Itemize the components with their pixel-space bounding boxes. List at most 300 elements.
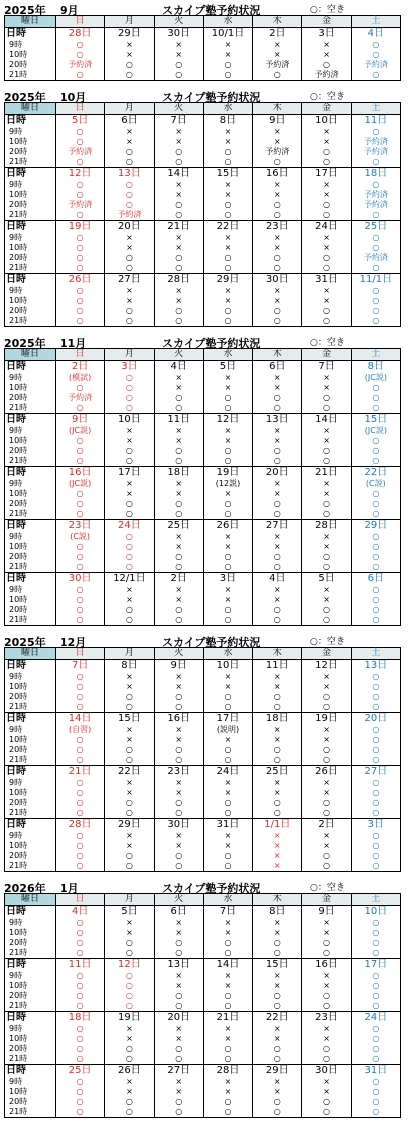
schedule-title: スカイプ塾予約状況 <box>162 337 261 350</box>
slot-status: × <box>323 436 330 445</box>
slot-status: × <box>224 735 232 744</box>
day-cell <box>154 819 203 872</box>
slot-status: ○ <box>372 446 380 455</box>
slot-status: ○ <box>372 403 380 412</box>
time-slot-label: 日時 <box>6 959 26 970</box>
time-slot-labels <box>5 1065 56 1118</box>
slot-status: ○ <box>323 1044 331 1053</box>
day-cell <box>351 819 400 872</box>
slot-status: ○ <box>125 808 133 817</box>
slot-status: ○ <box>372 1077 380 1086</box>
slot-status: ○ <box>273 562 281 571</box>
slot-status: ○ <box>76 585 84 594</box>
slot-status: ○ <box>175 605 183 614</box>
day-cell <box>56 221 105 274</box>
slot-status: ○ <box>125 316 133 325</box>
slot-status: ○ <box>224 615 232 624</box>
slot-status: ○ <box>76 383 84 392</box>
slot-status: ○ <box>372 316 380 325</box>
day-cell <box>154 906 203 959</box>
slot-status: ○ <box>76 243 84 252</box>
slot-status: × <box>126 1077 133 1086</box>
slot-status: × <box>126 735 133 744</box>
date-label: 3日 <box>219 573 237 584</box>
day-cell <box>351 766 400 819</box>
slot-status: × <box>323 672 330 681</box>
slot-status: ○ <box>323 948 331 957</box>
time-slot-label: 21時 <box>9 509 28 518</box>
slot-status: ○ <box>175 1054 183 1063</box>
date-label: 12日 <box>68 168 92 179</box>
slot-status: × <box>175 296 183 305</box>
slot-status: × <box>175 383 183 392</box>
date-label: 13日 <box>265 414 289 425</box>
weekday-header: 曜日 <box>5 103 56 115</box>
slot-status: ○ <box>323 316 331 325</box>
slot-status: ○ <box>76 127 84 136</box>
date-label: 14日 <box>315 414 338 425</box>
slot-status: × <box>126 1024 133 1033</box>
slot-status: ○ <box>76 798 84 807</box>
day-cell <box>203 168 252 221</box>
day-cell <box>302 274 351 327</box>
slot-status: (JC説) <box>364 373 387 382</box>
day-cell <box>154 1065 203 1118</box>
slot-status: ○ <box>76 316 84 325</box>
date-label: 8日 <box>367 361 385 372</box>
slot-status: × <box>323 383 330 392</box>
date-label: 13日 <box>118 168 141 179</box>
day-cell <box>302 467 351 520</box>
slot-status: ○ <box>175 851 183 860</box>
slot-status: ○ <box>175 562 183 571</box>
slot-status: × <box>126 50 133 59</box>
slot-status: ○ <box>372 263 380 272</box>
date-label: 18日 <box>68 1012 92 1023</box>
slot-status: × <box>126 778 133 787</box>
slot-status: ○ <box>76 286 84 295</box>
day-cell <box>302 766 351 819</box>
time-slot-label: 9時 <box>9 1077 23 1086</box>
slot-status: × <box>273 373 281 382</box>
date-label: 23日 <box>167 766 191 777</box>
date-label: 2日 <box>170 573 187 584</box>
slot-status: ○ <box>125 552 133 561</box>
slot-status: ○ <box>273 1001 281 1010</box>
slot-status: × <box>323 1034 330 1043</box>
slot-status: × <box>323 585 330 594</box>
date-label: 4日 <box>269 573 286 584</box>
slot-status: ○ <box>273 745 281 754</box>
day-cell <box>351 1012 400 1065</box>
slot-status: × <box>126 672 133 681</box>
slot-status: ○ <box>323 456 331 465</box>
slot-status: ○ <box>273 446 281 455</box>
time-slot-label: 21時 <box>9 1001 28 1010</box>
legend-vacant: ○：空き <box>310 338 345 348</box>
date-label: 14日 <box>68 713 92 724</box>
slot-status: ○ <box>372 243 380 252</box>
calendar-table <box>4 348 401 626</box>
date-label: 4日 <box>367 28 385 39</box>
slot-status: ○ <box>125 157 133 166</box>
slot-status: × <box>273 532 281 541</box>
date-label: 9日 <box>318 906 335 917</box>
day-cell <box>351 115 400 168</box>
slot-status: ○ <box>76 981 84 990</box>
slot-status: ○ <box>76 552 84 561</box>
date-label: 16日 <box>68 467 92 478</box>
slot-status: ○ <box>372 499 380 508</box>
date-label: 20日 <box>118 221 141 232</box>
day-cell <box>105 959 154 1012</box>
date-label: 21日 <box>315 467 338 478</box>
time-slot-label: 日時 <box>6 713 26 724</box>
weekday-header: 曜日 <box>5 648 56 660</box>
slot-status: ○ <box>372 981 380 990</box>
slot-status: ○ <box>372 436 380 445</box>
day-cell <box>351 713 400 766</box>
weekday-header: 曜日 <box>5 349 56 361</box>
slot-status: × <box>175 918 183 927</box>
date-label: 13日 <box>167 959 191 970</box>
slot-status: ○ <box>76 70 84 79</box>
slot-status: ○ <box>372 50 380 59</box>
day-cell <box>302 221 351 274</box>
time-slot-labels <box>5 115 56 168</box>
day-cell <box>154 959 203 1012</box>
date-label: 8日 <box>219 115 237 126</box>
day-cell <box>253 467 302 520</box>
time-slot-label: 日時 <box>6 115 26 126</box>
time-slot-label: 10時 <box>9 296 28 305</box>
time-slot-label: 9時 <box>9 233 23 242</box>
time-slot-label: 10時 <box>9 542 28 551</box>
day-cell <box>253 168 302 221</box>
day-cell <box>105 467 154 520</box>
date-label: 11/1日 <box>359 274 393 285</box>
slot-status: ○ <box>372 938 380 947</box>
slot-status: ○ <box>125 542 133 551</box>
date-label: 12日 <box>118 959 141 970</box>
slot-status: × <box>175 542 183 551</box>
slot-status: × <box>273 50 281 59</box>
slot-status: ○ <box>372 286 380 295</box>
slot-status: × <box>175 436 183 445</box>
date-label: 13日 <box>364 660 388 671</box>
slot-status: ○ <box>125 403 133 412</box>
day-cell <box>56 361 105 414</box>
slot-status: × <box>273 928 281 937</box>
slot-status: × <box>273 788 281 797</box>
slot-status: ○ <box>273 938 281 947</box>
date-label: 1/1日 <box>264 819 291 830</box>
slot-status: ○ <box>76 499 84 508</box>
slot-status: ○ <box>224 509 232 518</box>
weekday-header: 火 <box>154 103 203 115</box>
time-slot-labels <box>5 467 56 520</box>
week-row <box>5 819 401 872</box>
slot-status: ○ <box>224 200 232 209</box>
time-slot-label: 20時 <box>9 1044 28 1053</box>
slot-status: × <box>126 788 133 797</box>
day-cell <box>203 1012 252 1065</box>
slot-status: ○ <box>372 509 380 518</box>
date-label: 18日 <box>364 168 388 179</box>
slot-status: ○ <box>175 306 183 315</box>
slot-status: × <box>175 489 183 498</box>
day-cell <box>105 168 154 221</box>
slot-status: × <box>224 1034 232 1043</box>
slot-status: ○ <box>323 861 331 870</box>
slot-status: ○ <box>76 263 84 272</box>
slot-status: × <box>224 981 232 990</box>
slot-status: ○ <box>323 1097 331 1106</box>
slot-status: × <box>273 542 281 551</box>
slot-status: ○ <box>175 456 183 465</box>
time-slot-label: 20時 <box>9 200 28 209</box>
slot-status: ○ <box>76 615 84 624</box>
slot-status: ○ <box>323 253 331 262</box>
slot-status: × <box>175 725 183 734</box>
slot-status: ○ <box>273 808 281 817</box>
slot-status: × <box>175 841 183 850</box>
slot-status: ○ <box>224 1107 232 1116</box>
day-cell <box>105 766 154 819</box>
slot-status: ○ <box>76 702 84 711</box>
slot-status: × <box>323 1077 330 1086</box>
week-row <box>5 573 401 626</box>
slot-status: × <box>175 735 183 744</box>
time-slot-label: 日時 <box>6 168 26 179</box>
slot-status: × <box>175 778 183 787</box>
date-label: 26日 <box>68 274 92 285</box>
time-slot-labels <box>5 361 56 414</box>
slot-status: × <box>126 1034 133 1043</box>
slot-status: × <box>273 595 281 604</box>
slot-status: ○ <box>273 1107 281 1116</box>
date-label: 16日 <box>315 959 338 970</box>
day-cell <box>105 819 154 872</box>
week-row <box>5 467 401 520</box>
slot-status: ○ <box>125 981 133 990</box>
weekday-header: 火 <box>154 16 203 28</box>
time-slot-label: 21時 <box>9 210 28 219</box>
slot-status: ○ <box>125 1097 133 1106</box>
slot-status: × <box>126 489 133 498</box>
slot-status: × <box>323 595 330 604</box>
slot-status: ○ <box>76 403 84 412</box>
date-label: 5日 <box>71 115 89 126</box>
time-slot-label: 21時 <box>9 70 28 79</box>
date-label: 19日 <box>68 221 92 232</box>
slot-status: ○ <box>76 190 84 199</box>
slot-status: ○ <box>125 971 133 980</box>
date-label: 24日 <box>364 1012 388 1023</box>
slot-status: × <box>323 286 330 295</box>
time-slot-label: 21時 <box>9 403 28 412</box>
date-label: 26日 <box>315 766 338 777</box>
date-label: 15日 <box>216 168 240 179</box>
slot-status: ○ <box>175 147 183 156</box>
slot-status: × <box>175 682 183 691</box>
slot-status: ○ <box>76 296 84 305</box>
slot-status: ○ <box>372 393 380 402</box>
day-cell <box>56 713 105 766</box>
day-cell <box>253 713 302 766</box>
time-slot-label: 20時 <box>9 692 28 701</box>
year-label: 2026年 <box>4 882 46 895</box>
date-label: 10日 <box>118 414 141 425</box>
slot-status: × <box>273 735 281 744</box>
slot-status: ○ <box>76 306 84 315</box>
time-slot-label: 日時 <box>6 361 26 372</box>
slot-status: × <box>323 532 330 541</box>
slot-status: × <box>273 841 281 850</box>
schedule-title: スカイプ塾予約状況 <box>162 91 261 104</box>
date-label: 11日 <box>265 660 289 671</box>
day-cell <box>105 274 154 327</box>
slot-status: ○ <box>175 499 183 508</box>
slot-status: × <box>224 672 232 681</box>
date-label: 28日 <box>68 819 92 830</box>
slot-status: ○ <box>76 1044 84 1053</box>
slot-status: × <box>175 532 183 541</box>
day-cell <box>203 467 252 520</box>
time-slot-label: 日時 <box>6 660 26 671</box>
slot-status: ○ <box>224 861 232 870</box>
slot-status: ○ <box>224 403 232 412</box>
slot-status: × <box>273 1034 281 1043</box>
slot-status: ○ <box>175 60 183 69</box>
day-cell <box>56 115 105 168</box>
slot-status: ○ <box>372 615 380 624</box>
slot-status: ○ <box>372 991 380 1000</box>
date-label: 4日 <box>71 906 89 917</box>
slot-status: ○ <box>372 702 380 711</box>
slot-status: ○ <box>372 1097 380 1106</box>
day-cell <box>302 414 351 467</box>
day-cell <box>154 713 203 766</box>
time-slot-label: 20時 <box>9 938 28 947</box>
weekday-header: 日 <box>56 103 105 115</box>
slot-status: × <box>126 725 133 734</box>
slot-status: ○ <box>76 788 84 797</box>
date-label: 2日 <box>71 361 89 372</box>
slot-status: × <box>323 735 330 744</box>
week-row <box>5 28 401 81</box>
slot-status: × <box>273 672 281 681</box>
slot-status: ○ <box>323 798 331 807</box>
slot-status: ○ <box>175 393 183 402</box>
weekday-header: 日 <box>56 349 105 361</box>
week-row <box>5 361 401 414</box>
day-cell <box>203 906 252 959</box>
slot-status: × <box>126 286 133 295</box>
slot-status: ○ <box>372 948 380 957</box>
day-cell <box>253 274 302 327</box>
slot-status: × <box>175 928 183 937</box>
slot-status: ○ <box>175 253 183 262</box>
date-label: 11日 <box>68 959 92 970</box>
time-slot-label: 21時 <box>9 808 28 817</box>
slot-status: × <box>273 489 281 498</box>
time-slot-label: 9時 <box>9 831 23 840</box>
schedule-title: スカイプ塾予約状況 <box>162 882 261 895</box>
date-label: 7日 <box>219 906 237 917</box>
slot-status: ○ <box>224 263 232 272</box>
week-row <box>5 713 401 766</box>
date-label: 30日 <box>68 573 92 584</box>
slot-status: × <box>323 788 330 797</box>
slot-status: × <box>126 831 133 840</box>
week-row <box>5 221 401 274</box>
slot-status: ○ <box>125 509 133 518</box>
slot-status: × <box>126 436 133 445</box>
date-label: 25日 <box>364 221 388 232</box>
slot-status: ○ <box>76 180 84 189</box>
date-label: 29日 <box>118 819 141 830</box>
date-label: 30日 <box>265 274 289 285</box>
slot-status: × <box>224 1077 232 1086</box>
slot-status: 予約済 <box>68 147 93 156</box>
day-cell <box>105 520 154 573</box>
day-cell <box>105 28 154 81</box>
time-slot-labels <box>5 28 56 81</box>
slot-status: × <box>175 40 183 49</box>
slot-status: ○ <box>76 692 84 701</box>
time-slot-label: 日時 <box>6 467 26 478</box>
week-row <box>5 274 401 327</box>
time-slot-label: 21時 <box>9 456 28 465</box>
day-cell <box>56 520 105 573</box>
date-label: 15日 <box>118 713 141 724</box>
slot-status: ○ <box>372 1107 380 1116</box>
weekday-header: 火 <box>154 894 203 906</box>
slot-status: ○ <box>224 157 232 166</box>
date-label: 6日 <box>121 115 138 126</box>
slot-status: ○ <box>372 532 380 541</box>
slot-status: ○ <box>76 918 84 927</box>
slot-status: × <box>323 137 330 146</box>
slot-status: ○ <box>76 948 84 957</box>
time-slot-label: 20時 <box>9 147 28 156</box>
date-label: 11日 <box>167 414 191 425</box>
slot-status: × <box>273 1077 281 1086</box>
slot-status: × <box>224 426 232 435</box>
time-slot-label: 10時 <box>9 595 28 604</box>
time-slot-label: 10時 <box>9 735 28 744</box>
slot-status: × <box>323 426 330 435</box>
day-cell <box>253 28 302 81</box>
slot-status: × <box>224 831 232 840</box>
slot-status: ○ <box>372 1054 380 1063</box>
day-cell <box>203 819 252 872</box>
slot-status: ○ <box>372 456 380 465</box>
time-slot-label: 20時 <box>9 552 28 561</box>
date-label: 23日 <box>315 1012 338 1023</box>
slot-status: ○ <box>125 1044 133 1053</box>
slot-status: ○ <box>372 562 380 571</box>
slot-status: × <box>224 373 232 382</box>
day-cell <box>105 221 154 274</box>
date-label: 9日 <box>170 660 187 671</box>
slot-status: ○ <box>125 605 133 614</box>
slot-status: (模試) <box>69 373 92 382</box>
day-cell <box>253 660 302 713</box>
time-slot-labels <box>5 221 56 274</box>
slot-status: ○ <box>273 692 281 701</box>
